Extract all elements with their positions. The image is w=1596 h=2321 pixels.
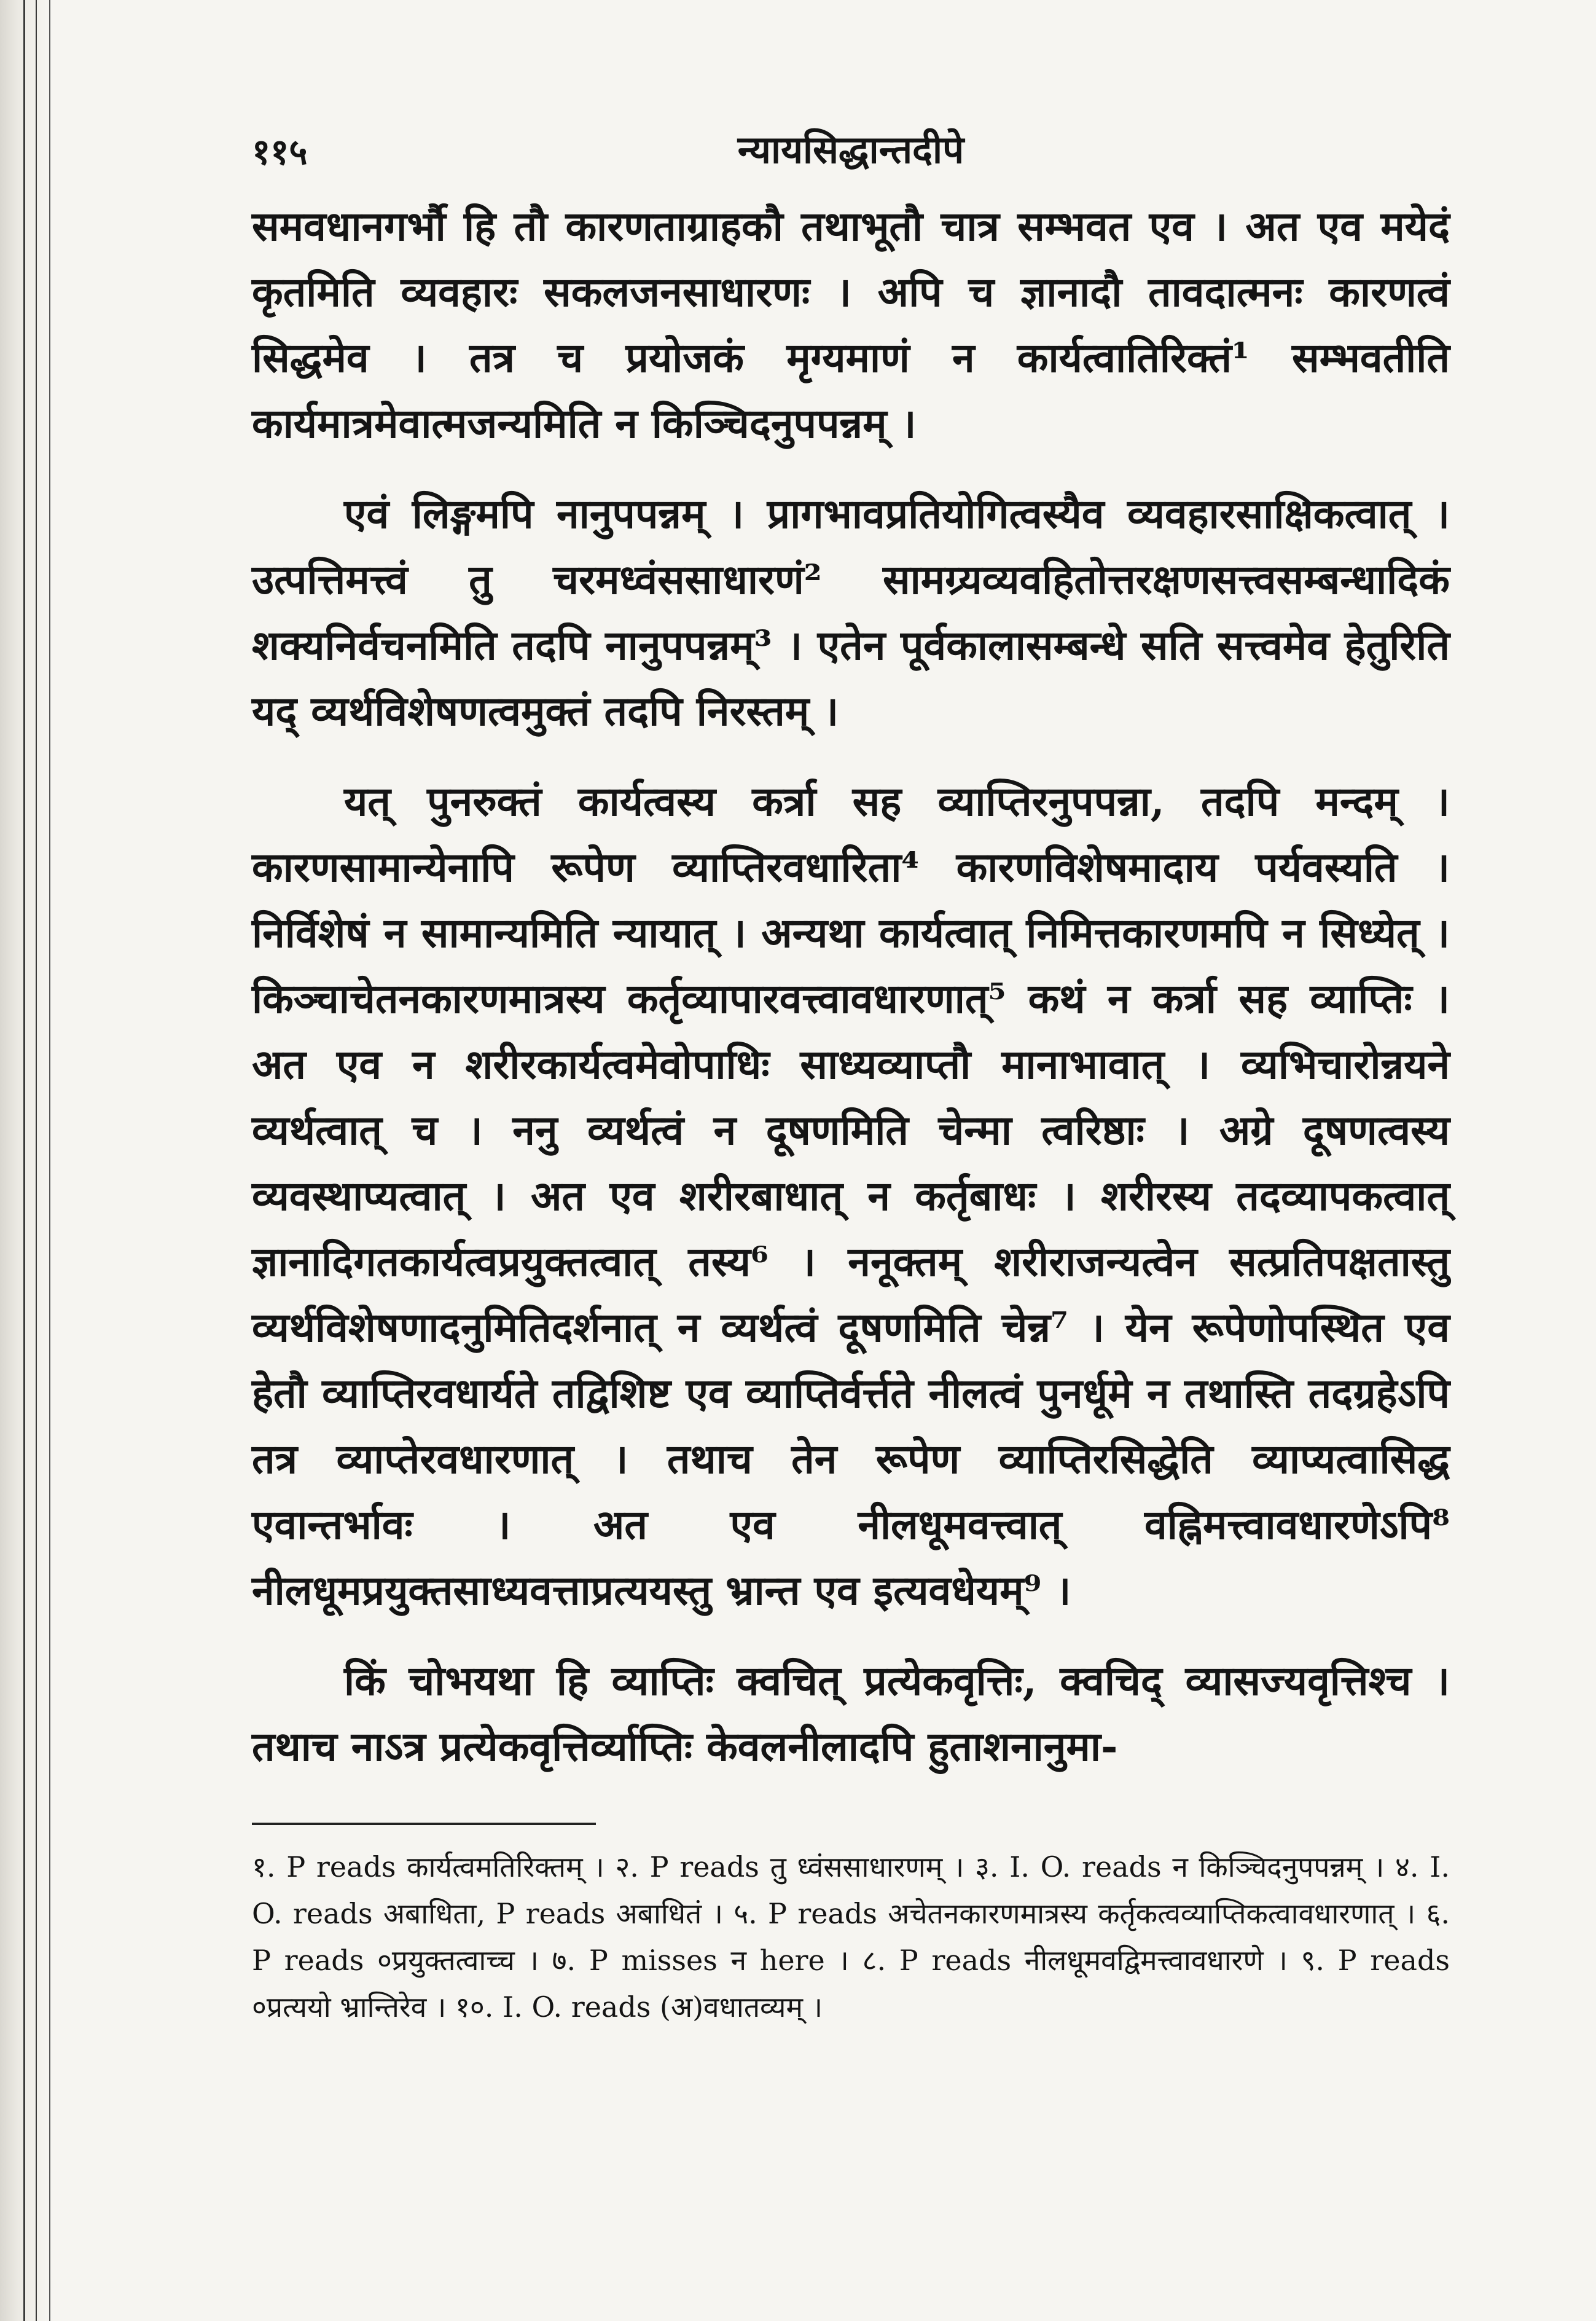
running-title: न्यायसिद्धान्तदीपे xyxy=(737,127,964,172)
page-number: ११५ xyxy=(252,131,308,173)
binding-line xyxy=(23,0,25,2321)
paragraph-4: किं चोभयथा हि व्याप्तिः क्वचित् प्रत्येकवृत्तिः, क्वचिद् व्यासज्यवृत्तिश्च । तथाच नाऽत्र प्रत्येकवृत्तिर्व्याप्तिः केवलनीलादपि हुताशनानुमा- xyxy=(252,1657,1450,1770)
book-page xyxy=(252,120,1450,2030)
page-header xyxy=(252,120,1450,194)
footnotes: १. P reads कार्यत्वमतिरिक्तम् । २. P reads तु ध्वंससाधारणम् । ३. I. O. reads न किञ्चिदनुपपन्नम् । ४. I. O. reads अबाधिता, P reads अबाधितं । ५. P reads अचेतनकारणमात्रस्य कर्तृकत्वव्याप्तिकत्वावधारणात् । ६. P reads ०प्रयुक्तत्वाच्च । ७. P misses न here । ८. P reads नीलधूमवद्विमत्त्वावधारणे । ९. P reads ०प्रत्ययो भ्रान्तिरेव । १०. I. O. reads (अ)वधातव्यम् । xyxy=(252,1850,1450,2024)
footnote-rule xyxy=(252,1823,596,1825)
paragraph-3: यत् पुनरुक्तं कार्यत्वस्य कर्त्रा सह व्याप्तिरनुपपन्ना, तदपि मन्दम् । कारणसामान्येनापि रूपेण व्याप्तिरवधारिता⁴ कारणविशेषमादाय पर्यवस्यति । निर्विशेषं न सामान्यमिति न्यायात् । अन्यथा कार्यत्वात् निमित्तकारणमपि न सिध्येत् । किञ्चाचेतनकारणमात्रस्य कर्तृव्यापारवत्त्वावधारणात्⁵ कथं न कर्त्रा सह व्याप्तिः । अत एव न शरीरकार्यत्वमेवोपाधिः साध्यव्याप्तौ मानाभावात् । व्यभिचारोन्नयने व्यर्थत्वात् च । ननु व्यर्थत्वं न दूषणमिति चेन्मा त्वरिष्ठाः । अग्रे दूषणत्वस्य व्यवस्थाप्यत्वात् । अत एव शरीरबाधात् न कर्तृबाधः । शरीरस्य तदव्यापकत्वात् ज्ञानादिगतकार्यत्वप्रयुक्तत्वात् तस्य⁶ । ननूक्तम् शरीराजन्यत्वेन सत्प्रतिपक्षतास्तु व्यर्थविशेषणादनुमितिदर्शनात् न व्यर्थत्वं दूषणमिति चेन्न⁷ । येन रूपेणोपस्थित एव हेतौ व्याप्तिरवधार्यते तद्विशिष्ट एव व्याप्तिर्वर्त्तते नीलत्वं पुनर्धूमे न तथास्ति तदग्रहेऽपि तत्र व्याप्तेरवधारणात् । तथाच तेन रूपेण व्याप्तिरसिद्धेति व्याप्यत्वासिद्ध एवान्तर्भावः । अत एव नीलधूमवत्त्वात् वह्निमत्त्वावधारणेऽपि⁸ नीलधूमप्रयुक्तसाध्यवत्ताप्रत्ययस्तु भ्रान्त एव इत्यवधेयम्⁹ । xyxy=(252,777,1450,1614)
binding-line xyxy=(49,0,50,2321)
paragraph-1: समवधानगर्भौ हि तौ कारणताग्राहकौ तथाभूतौ चात्र सम्भवत एव । अत एव मयेदं कृतमिति व्यवहारः सकलजनसाधारणः । अपि च ज्ञानादौ तावदात्मनः कारणत्वं सिद्धमेव । तत्र च प्रयोजकं मृग्यमाणं न कार्यत्वातिरिक्तं¹ सम्भवतीति कार्यमात्रमेवात्मजन्यमिति न किञ्चिदनुपपन्नम् । xyxy=(252,202,1450,447)
binding-line xyxy=(36,0,37,2321)
paragraph-2: एवं लिङ्गमपि नानुपपन्नम् । प्रागभावप्रतियोगित्वस्यैव व्यवहारसाक्षिकत्वात् । उत्पत्तिमत्त्वं तु चरमध्वंससाधारणं² सामग्र्यव्यवहितोत्तरक्षणसत्त्वसम्बन्धादिकं शक्यनिर्वचनमिति तदपि नानुपपन्नम्³ । एतेन पूर्वकालासम्बन्धे सति सत्त्वमेव हेतुरिति यद् व्यर्थविशेषणत्वमुक्तं तदपि निरस्तम् । xyxy=(252,490,1450,735)
